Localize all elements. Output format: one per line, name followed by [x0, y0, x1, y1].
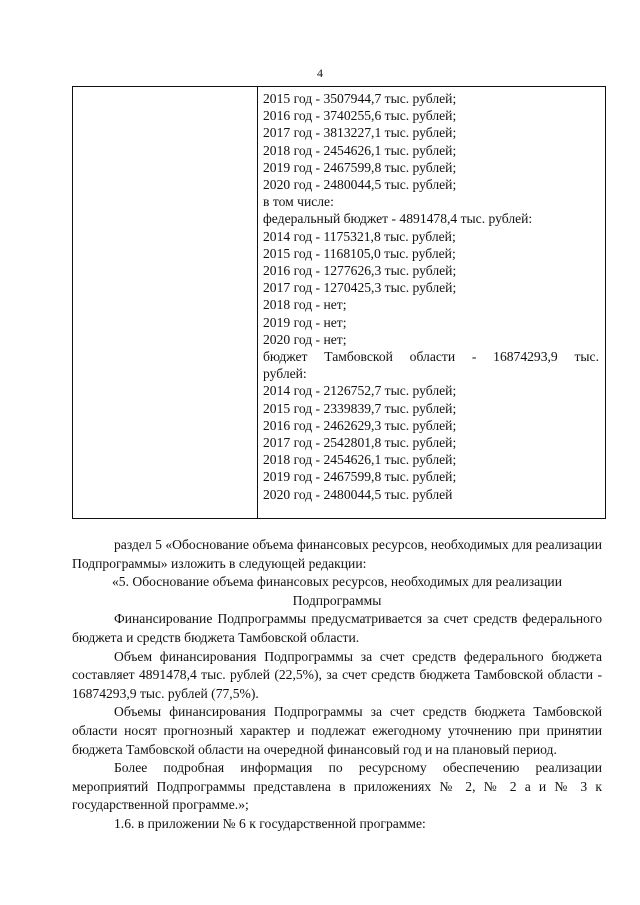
paragraph-financing-volume: Объем финансирования Подпрограммы за счет средств федерального бюджета составляет 4891478,4 тыс. рублей (22,5%), за счет средств бюджета Тамбовской области - 16874293,9 тыс. рублей (77,5%).	[72, 648, 602, 701]
funding-line: 2019 год - 2467599,8 тыс. рублей;	[263, 159, 457, 175]
funding-line: рублей:	[263, 366, 307, 382]
table-column-divider	[257, 87, 258, 518]
funding-line: 2014 год - 2126752,7 тыс. рублей;	[263, 383, 457, 399]
page-number: 4	[317, 66, 323, 80]
funding-line: 2018 год - 2454626,1 тыс. рублей;	[263, 452, 457, 468]
paragraph-section-amendment: раздел 5 «Обоснование объема финансовых ресурсов, необходимых для реализации Подпрограммы» изложить в следующей редакции:	[72, 537, 602, 571]
section-heading: «5. Обоснование объема финансовых ресурсов, необходимых для реализации Подпрограммы	[111, 574, 562, 608]
funding-line: 2014 год - 1175321,8 тыс. рублей;	[263, 228, 456, 244]
document-body	[72, 536, 602, 834]
funding-line: 2018 год - 2454626,1 тыс. рублей;	[263, 142, 457, 158]
funding-line: 2015 год - 1168105,0 тыс. рублей;	[263, 245, 456, 261]
funding-line: в том числе:	[263, 194, 334, 210]
funding-line: 2019 год - 2467599,8 тыс. рублей;	[263, 469, 457, 485]
funding-line: 2015 год - 3507944,7 тыс. рублей;	[263, 91, 457, 106]
paragraph-more-info: Более подробная информация по ресурсному обеспечению реализации мероприятий Подпрограммы представлена в приложениях № 2, № 2 а и № 3 к государственной программе.»;	[72, 760, 602, 813]
funding-line: 2016 год - 2462629,3 тыс. рублей;	[263, 417, 457, 433]
funding-line: 2020 год - нет;	[263, 331, 347, 347]
funding-line: 2020 год - 2480044,5 тыс. рублей	[263, 486, 453, 502]
funding-line: 2020 год - 2480044,5 тыс. рублей;	[263, 177, 457, 193]
funding-line: федеральный бюджет - 4891478,4 тыс. рублей:	[263, 211, 533, 227]
funding-table	[72, 86, 606, 519]
funding-table-right-column	[263, 90, 599, 503]
funding-line: 2018 год - нет;	[263, 297, 347, 313]
funding-line: 2019 год - нет;	[263, 314, 347, 330]
funding-line: бюджет Тамбовской области - 16874293,9 тыс.	[263, 349, 599, 365]
funding-line: 2015 год - 2339839,7 тыс. рублей;	[263, 400, 457, 416]
funding-line: 2017 год - 1270425,3 тыс. рублей;	[263, 280, 457, 296]
funding-line: 2017 год - 2542801,8 тыс. рублей;	[263, 435, 457, 451]
paragraph-appendix-6: 1.6. в приложении № 6 к государственной программе:	[114, 815, 426, 831]
funding-line: 2017 год - 3813227,1 тыс. рублей;	[263, 125, 457, 141]
paragraph-forecast-nature: Объемы финансирования Подпрограммы за счет средств бюджета Тамбовской области носят прогнозный характер и подлежат ежегодному уточнению при принятии бюджета Тамбовской области на очередной финансовый год и на плановый период.	[72, 704, 602, 757]
paragraph-financing-sources: Финансирование Подпрограммы предусматривается за счет средств федерального бюджета и средств бюджета Тамбовской области.	[72, 611, 602, 645]
funding-line: 2016 год - 1277626,3 тыс. рублей;	[263, 263, 457, 279]
funding-line: 2016 год - 3740255,6 тыс. рублей;	[263, 108, 457, 124]
